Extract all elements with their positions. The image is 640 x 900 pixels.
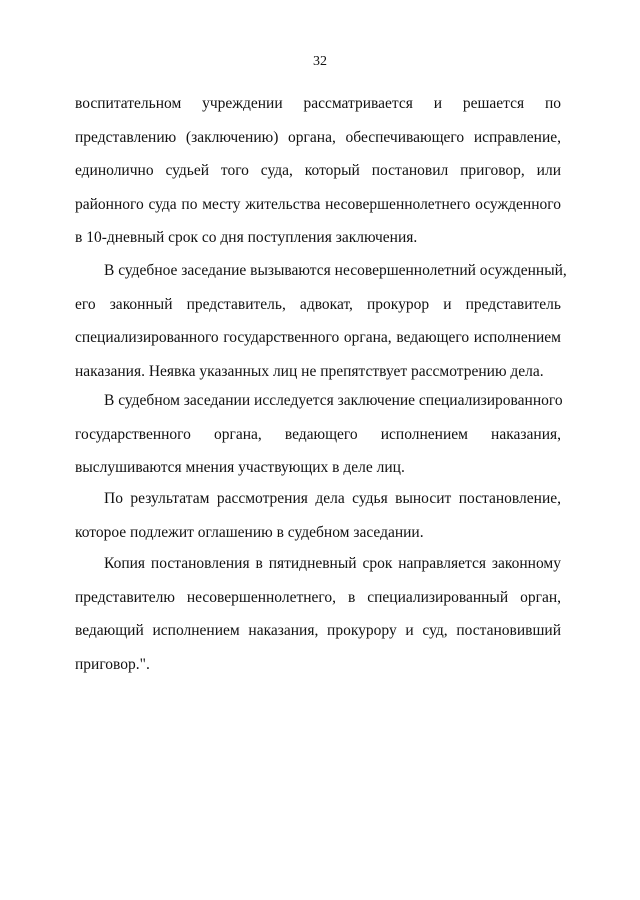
page-number: 32 <box>313 54 327 69</box>
text-line: В судебном заседании исследуется заключение специализированного <box>104 392 563 409</box>
paragraph-5 <box>75 547 561 681</box>
paragraph-3 <box>75 384 561 485</box>
paragraph-1 <box>75 87 561 255</box>
paragraph-2 <box>75 254 567 388</box>
text-line: в 10-дневный срок со дня поступления заключения. <box>75 229 418 246</box>
text-line: его законный представитель, адвокат, прокурор и представитель <box>75 295 561 313</box>
text-line: которое подлежит оглашению в судебном заседании. <box>75 523 424 541</box>
text-line: единолично судьей того суда, который постановил приговор, или <box>75 162 561 179</box>
text-line: приговор.". <box>75 655 150 673</box>
text-line: воспитательном учреждении рассматривается и решается по <box>75 95 561 112</box>
text-line: наказания. Неявка указанных лиц не препятствует рассмотрению дела. <box>75 362 544 380</box>
text-line: По результатам рассмотрения дела судья выносит постановление, <box>104 490 561 507</box>
text-line: представлению (заключению) органа, обеспечивающего исправление, <box>75 128 561 146</box>
text-line: представителю несовершеннолетнего, в специализированный орган, <box>75 588 561 606</box>
text-line: Копия постановления в пятидневный срок направляется законному <box>104 555 561 572</box>
text-line: государственного органа, ведающего исполнением наказания, <box>75 425 561 443</box>
text-line: районного суда по месту жительства несовершеннолетнего осужденного <box>75 195 561 213</box>
text-line: специализированного государственного органа, ведающего исполнением <box>75 329 561 346</box>
text-line: В судебное заседание вызываются несовершеннолетний осужденный, <box>104 262 567 279</box>
text-line: ведающий исполнением наказания, прокурору и суд, постановивший <box>75 622 561 639</box>
paragraph-4 <box>75 482 561 549</box>
text-line: выслушиваются мнения участвующих в деле лиц. <box>75 459 405 476</box>
